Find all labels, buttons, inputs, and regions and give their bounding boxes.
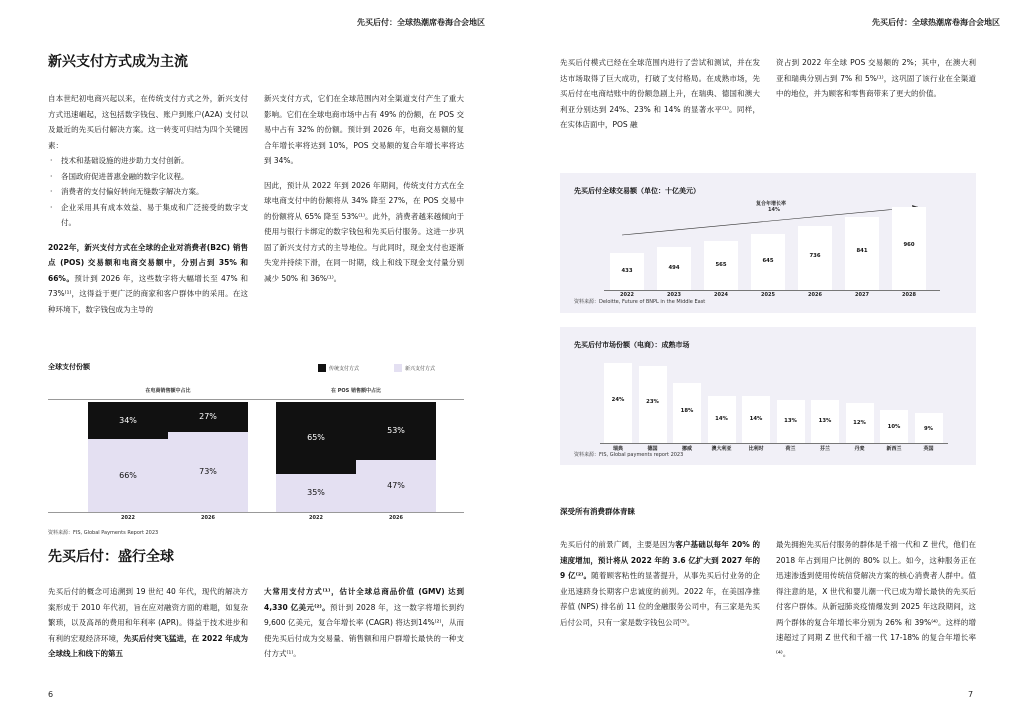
section-title: 新兴支付方式成为主流 <box>48 54 188 70</box>
bar <box>673 383 701 443</box>
data-label: 14% <box>715 415 728 422</box>
bar <box>777 400 805 443</box>
bar <box>657 247 691 290</box>
data-label: 10% <box>887 423 901 430</box>
page-number: 7 <box>968 690 974 699</box>
text-column-2 <box>264 584 464 662</box>
text-column-2 <box>264 91 464 286</box>
bar <box>639 366 667 443</box>
text-column-1 <box>560 537 760 630</box>
chart-source: 资料来源：Deloitte, Future of BNPL in the Middle East <box>574 299 706 305</box>
plot-area <box>560 327 976 465</box>
bar-traditional <box>356 402 436 460</box>
text-column-2: 资占到 2022 年全球 POS 交易额的 2%；其中，在澳大利亚和瑞典分别占到 7% 和 5%⁽¹⁾，这巩固了该行业在全渠道中的地位，并为顾客和零售商带来了更大的价值。 <box>776 58 976 98</box>
data-label: 24% <box>611 396 625 403</box>
text-column-1 <box>48 91 248 317</box>
tick-label: 比利时 <box>748 446 764 452</box>
paragraph: 新兴支付方式，它们在全球范围内对全渠道支付产生了重大影响。它们在全球电商市场中占有 49% 的份额，在 POS 交易中占有 32% 的份额。预计到 2026 年，电商交易额的复合年增长率将达到 10%，POS 交易额的复合年增长率将达到 34%。 <box>264 94 464 165</box>
body-text: 先买后付的前景广阔，主要是因为 <box>560 540 676 549</box>
bar <box>751 234 785 290</box>
payment-share-chart <box>48 362 464 540</box>
tick-label: 澳大利亚 <box>711 446 732 452</box>
bar-emerging <box>356 460 436 512</box>
bar <box>704 241 738 290</box>
data-label: 47% <box>387 481 405 491</box>
text-column-1: 先买后付模式已经在全球范围内进行了尝试和测试，并在发达市场取得了巨大成功，打破了支付格局。在成熟市场，先买后付在电商结账中的份额急剧上升，在瑞典、德国和澳大利亚分别达到 24%、23% 和 14% 的显著水平⁽¹⁾。同样，在实体店面中，POS 融 <box>560 58 760 129</box>
data-label: 23% <box>646 398 659 405</box>
bold-text: 客户基础以每年 20% 的速度增加，预计将从 2022 年的 3.6 亿扩大到 2027 年的 9 亿⁽²⁾。 <box>560 540 760 580</box>
data-label: 18% <box>680 408 694 415</box>
bar <box>892 207 926 290</box>
body-text: 预计到 2028 年，这一数字将增长到约 9,600 亿美元，复合年增长率 (CAGR) 将达到14%⁽²⁾，从而使先买后付成为交易量、销售额和用户群增长最快的一种支付方式⁽¹⁾。 <box>264 602 464 658</box>
tick-label: 2022 <box>309 515 323 521</box>
tick-label: 2022 <box>620 292 634 298</box>
paragraph: 自本世纪初电商兴起以来，在传统支付方式之外，新兴支付方式迅速崛起，这包括数字钱包、账户到账户(A2A) 支付以及最近的先买后付解决方案。这一转变可归结为四个关键因素： <box>48 94 248 150</box>
data-label: 565 <box>715 261 727 268</box>
chart-subtitle-pos: 在 POS 销售额中占比 <box>331 388 381 394</box>
chart-title: 先买后付全球交易额（单位：十亿美元） <box>574 187 700 195</box>
cagr-label: 复合年增长率 <box>756 201 787 207</box>
running-header: 先买后付：全球热潮席卷海合会地区 <box>872 18 1000 27</box>
tick-label: 2026 <box>389 515 403 521</box>
bar <box>798 226 832 290</box>
bullet-item: · 企业采用具有成本效益、易于集成和广泛接受的数字支付。 <box>48 200 248 231</box>
bar <box>604 363 632 443</box>
divider <box>48 512 464 513</box>
data-label: 736 <box>809 253 821 260</box>
x-axis <box>48 515 464 525</box>
bullet-item: · 技术和基础设施的进步助力支付创新。 <box>48 153 248 169</box>
bullet-item: · 各国政府促进普惠金融的数字化议程。 <box>48 169 248 185</box>
bnpl-gmv-chart <box>560 173 976 313</box>
tick-label: 2023 <box>667 292 681 298</box>
cagr-value: 14% <box>768 207 780 213</box>
body-text: 随着顾客粘性的显著提升，从事先买后付业务的企业迅速跻身长期客户忠诚度的前列。2022 年，在美国净推荐值 (NPS) 排名前 11 位的金融服务公司中，有三家是先买后付公司，只有一家是数字钱包公司⁽³⁾。 <box>560 571 761 627</box>
data-label: 65% <box>307 432 325 442</box>
chart-title: 先买后付市场份额（电商）：成熟市场 <box>574 341 690 349</box>
data-label: 841 <box>856 247 868 254</box>
chart-title: 全球支付份额 <box>48 363 90 371</box>
data-label: 53% <box>387 426 405 436</box>
bar <box>708 396 736 443</box>
section-title: 先买后付：盛行全球 <box>48 549 174 565</box>
data-label: 73% <box>199 466 217 476</box>
paragraph <box>48 240 248 318</box>
bar <box>610 253 644 290</box>
chart-source: 资料来源：FIS, Global payments report 2023 <box>574 452 684 458</box>
data-label: 960 <box>903 241 915 248</box>
bold-text: 大常用支付方式⁽¹⁾，估计全球总商品价值 (GMV) 达到 4,330 亿美元⁽²⁾。 <box>264 587 464 612</box>
tick-label: 挪威 <box>681 446 692 452</box>
divider <box>48 399 464 400</box>
legend-swatch-emerging <box>394 364 402 372</box>
tick-label: 2027 <box>855 292 869 298</box>
data-label: 494 <box>668 265 680 272</box>
bar-emerging <box>276 474 356 513</box>
tick-label: 英国 <box>923 446 934 452</box>
data-label: 27% <box>199 411 217 421</box>
data-label: 9% <box>924 425 933 432</box>
tick-label: 2028 <box>902 292 916 298</box>
bnpl-share-chart <box>560 327 976 465</box>
tick-label: 2025 <box>761 292 775 298</box>
bar-emerging <box>168 432 248 512</box>
chart-subtitle-ecommerce: 在电商销售额中占比 <box>145 388 191 394</box>
tick-label: 荷兰 <box>785 446 796 452</box>
data-label: 34% <box>119 415 137 425</box>
text-column-1 <box>48 584 248 662</box>
data-label: 13% <box>784 417 797 424</box>
body-text: 先买后付的概念可追溯到 19 世纪 40 年代，现代的解决方案形成于 2010 年代初，旨在应对融资方面的难题，如复杂繁琐，以及高昂的费用和年利率 (APR)。得益于技术进步和有利的宏观经济环境， <box>48 587 248 643</box>
page-number: 6 <box>48 690 54 699</box>
bullet-item: · 消费者的支付偏好转向无缝数字解决方案。 <box>48 184 248 200</box>
data-label: 12% <box>853 419 866 426</box>
legend-label-emerging: 新兴支付方式 <box>405 366 436 372</box>
bar <box>742 396 770 443</box>
data-label: 645 <box>762 257 774 264</box>
running-header: 先买后付：全球热潮席卷海合会地区 <box>357 18 485 27</box>
data-label: 35% <box>307 487 325 497</box>
axis-line <box>604 290 940 291</box>
section-heading: 深受所有消费群体青睐 <box>560 507 635 516</box>
bar <box>880 410 908 443</box>
plot-area <box>48 402 464 512</box>
bar <box>915 413 943 443</box>
tick-label: 德国 <box>647 446 658 452</box>
tick-label: 芬兰 <box>819 446 830 452</box>
paragraph: 因此，预计从 2022 年到 2026 年期间，传统支付方式在全球电商支付中的份额将从 34% 降至 27%，在 POS 交易中的份额将从 65% 降至 53%⁽¹⁾。此外，消费者越来越倾向于使用与银行卡绑定的数字钱包和先买后付服务。这进一步巩固了新兴支付方式的主导地位。与此同时，现金支付也逐渐失宠并持续下滑，在同一时期，线上和线下现金支付量分别减少 50% 和 36%⁽¹⁾。 <box>264 180 464 283</box>
tick-label: 丹麦 <box>854 446 865 452</box>
bar-traditional <box>276 402 356 474</box>
bar <box>846 403 874 443</box>
body-text: 预计到 2026 年，这些数字将大幅增长至 47% 和 73%⁽¹⁾，这得益于更广泛的商家和客户群体中的采用。在这种环境下，数字钱包成为主导的 <box>48 273 249 314</box>
right-page <box>512 0 1024 724</box>
tick-label: 新西兰 <box>886 446 902 452</box>
axis-line <box>600 443 948 444</box>
bar-traditional <box>88 402 168 439</box>
bar-emerging <box>88 439 168 512</box>
bar <box>811 400 839 443</box>
tick-label: 瑞典 <box>612 446 623 452</box>
bar-traditional <box>168 402 248 432</box>
bar <box>845 217 879 290</box>
data-label: 66% <box>119 470 137 480</box>
data-label: 14% <box>749 415 763 422</box>
tick-label: 2022 <box>121 515 135 521</box>
chart-source: 资料来源：FIS, Global Payments Report 2023 <box>48 530 159 536</box>
tick-label: 2024 <box>714 292 728 298</box>
legend-swatch-traditional <box>318 364 326 372</box>
bold-text: 先买后付突飞猛进，在 2022 年成为全球线上和线下的第五 <box>48 633 249 658</box>
text-column-2: 最先拥抱先买后付服务的群体是千禧一代和 Z 世代，他们在 2018 年占到用户比例的 80% 以上。如今，这种服务正在迅速渗透到使用传统信贷解决方案的核心消费者人群中。值得注意的是，X 世代和婴儿潮一代已成为增长最快的先买后付客户群体。从新冠肺炎疫情爆发到 2025 年这段期间，这两个群体的复合年增长率分别为 26% 和 39%⁽⁴⁾。这样的增速超过了同期 Z 世代和千禧一代 17-18% 的复合年增长率⁽⁴⁾。 <box>776 540 976 658</box>
data-label: 13% <box>818 417 832 424</box>
bold-text: 2022年，新兴支付方式在全球的企业对消费者(B2C) 销售点 (POS) 交易额和电商交易额中，分别占到 35% 和 66%。 <box>48 242 248 283</box>
tick-label: 2026 <box>808 292 822 298</box>
tick-label: 2026 <box>201 515 215 521</box>
plot-area <box>560 173 976 313</box>
legend-label-traditional: 传统支付方式 <box>329 366 360 372</box>
data-label: 433 <box>621 268 633 275</box>
